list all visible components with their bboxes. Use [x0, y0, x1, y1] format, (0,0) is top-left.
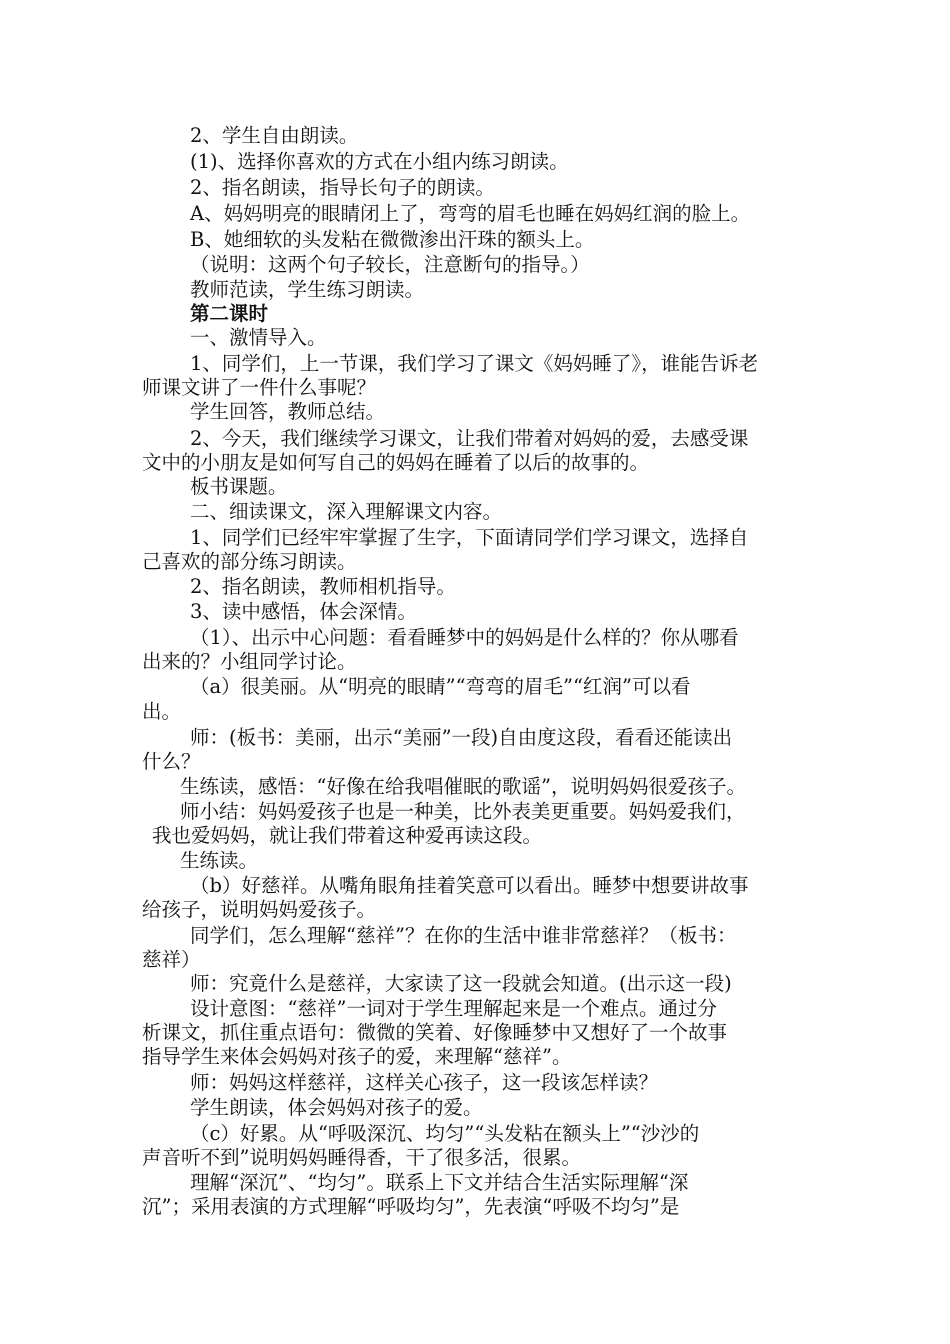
text-line: 理解“深沉”、“均匀”。联系上下文并结合生活实际理解“深 [190, 1171, 689, 1194]
text-line: 设计意图：“慈祥”一词对于学生理解起来是一个难点。通过分 [190, 997, 717, 1020]
text-line: 一、激情导入。 [190, 326, 327, 349]
text-line: A、妈妈明亮的眼睛闭上了，弯弯的眉毛也睡在妈妈红润的脸上。 [190, 202, 751, 225]
text-line: 教师范读，学生练习朗读。 [190, 278, 425, 301]
text-line: 我也爱妈妈，就让我们带着这种爱再读这段。 [152, 824, 543, 847]
text-line: 声音听不到”说明妈妈睡得香，干了很多活，很累。 [142, 1146, 581, 1169]
text-line: 出来的？小组同学讨论。 [142, 650, 357, 673]
text-line: 师小结：妈妈爱孩子也是一种美，比外表美更重要。妈妈爱我们， [180, 800, 746, 823]
text-line: 己喜欢的部分练习朗读。 [142, 550, 357, 573]
text-line: 文中的小朋友是如何写自己的妈妈在睡着了以后的故事的。 [142, 451, 650, 474]
text-line: 板书课题。 [190, 475, 288, 498]
text-line: 生练读。 [180, 849, 259, 872]
text-line: 3、读中感悟，体会深情。 [190, 600, 417, 623]
text-line: 2、指名朗读，教师相机指导。 [190, 575, 456, 598]
text-line: 师：妈妈这样慈祥，这样关心孩子，这一段该怎样读？ [190, 1071, 659, 1094]
text-line: 出。 [142, 700, 182, 723]
text-line: 什么？ [142, 750, 201, 773]
text-line: 2、学生自由朗读。 [190, 124, 359, 147]
text-line: 析课文，抓住重点语句：微微的笑着、好像睡梦中又想好了一个故事 [142, 1021, 728, 1044]
text-line: 沉”；采用表演的方式理解“呼吸均匀”，先表演“呼吸不均匀”是 [142, 1195, 680, 1218]
text-line: （c）好累。从“呼吸深沉、均匀”“头发粘在额头上”“沙沙的 [190, 1122, 700, 1145]
section-heading: 第二课时 [190, 302, 269, 325]
text-line: （a）很美丽。从“明亮的眼睛”“弯弯的眉毛”“红润”可以看 [190, 675, 691, 698]
text-line: 1、同学们已经牢牢掌握了生字，下面请同学们学习课文，选择自 [190, 526, 749, 549]
text-line: B、她细软的头发粘在微微渗出汗珠的额头上。 [190, 228, 595, 251]
text-line: 给孩子，说明妈妈爱孩子。 [142, 898, 377, 921]
text-line: （1）、出示中心问题：看看睡梦中的妈妈是什么样的？你从哪看 [190, 626, 739, 649]
text-line: 师：究竟什么是慈祥，大家读了这一段就会知道。(出示这一段) [190, 972, 732, 995]
text-line: 师课文讲了一件什么事呢？ [142, 376, 377, 399]
text-line: 学生回答，教师总结。 [190, 400, 386, 423]
text-line: 2、指名朗读，指导长句子的朗读。 [190, 176, 495, 199]
text-line: (1)、选择你喜欢的方式在小组内练习朗读。 [190, 150, 569, 173]
text-line: 生练读，感悟：“好像在给我唱催眠的歌谣”，说明妈妈很爱孩子。 [180, 775, 746, 798]
text-line: 指导学生来体会妈妈对孩子的爱，来理解“慈祥”。 [142, 1045, 572, 1068]
text-line: （说明：这两个句子较长，注意断句的指导。） [190, 253, 590, 276]
text-line: 学生朗读，体会妈妈对孩子的爱。 [190, 1096, 483, 1119]
text-line: 1、同学们，上一节课，我们学习了课文《妈妈睡了》，谁能告诉老 [190, 352, 759, 375]
text-line: 慈祥） [142, 948, 201, 971]
text-line: 同学们，怎么理解“慈祥”？在你的生活中谁非常慈祥？（板书： [190, 924, 737, 947]
text-line: （b）好慈祥。从嘴角眼角挂着笑意可以看出。睡梦中想要讲故事 [190, 874, 749, 897]
text-line: 师：(板书：美丽，出示“美丽”一段)自由度这段，看看还能读出 [190, 726, 733, 749]
text-line: 二、细读课文，深入理解课文内容。 [190, 500, 503, 523]
text-line: 2、今天，我们继续学习课文，让我们带着对妈妈的爱，去感受课 [190, 427, 749, 450]
